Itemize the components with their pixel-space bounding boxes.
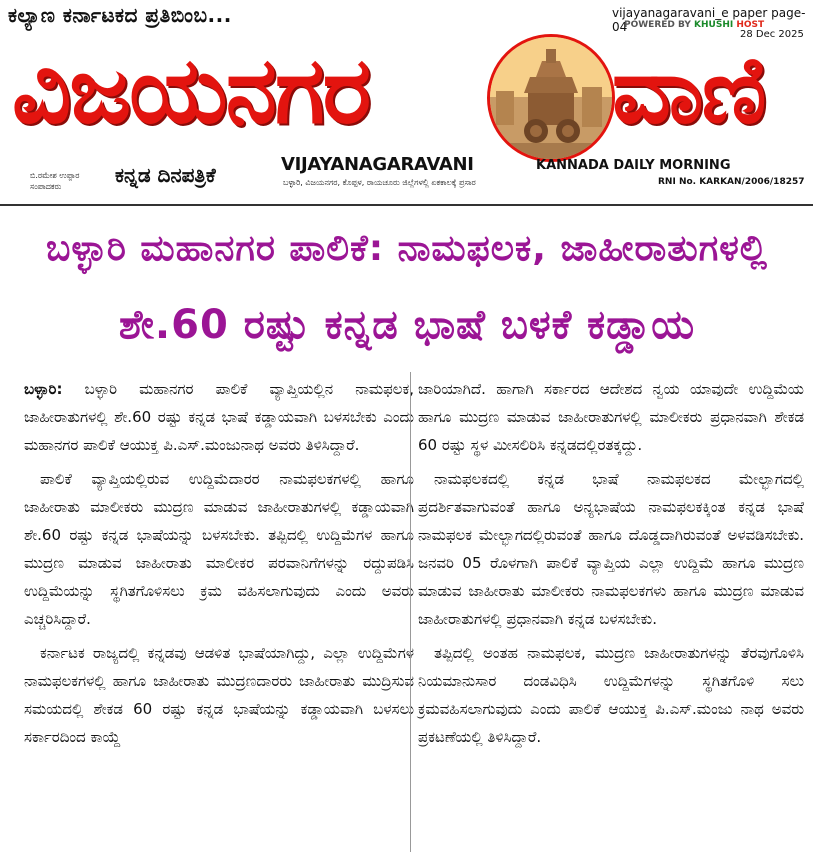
column-divider: [410, 372, 411, 852]
article-paragraph-3: ಕರ್ನಾಟಕ ರಾಜ್ಯದಲ್ಲಿ ಕನ್ನಡವು ಆಡಳಿತ ಭಾಷೆಯಾಗಿದ್ದು, ಎಲ್ಲಾ ಉದ್ದಿಮೆಗಳ ನಾಮಫಲಕಗಳಲ್ಲಿ ಹಾಗೂ ಜಾಹೀರಾತು ಮುದ್ರಣದಾರರು ಜಾಹೀರಾತು ಮುದ್ರಿಸುವ ಸಮಯದಲ್ಲಿ ಶೇಕಡ 60 ರಷ್ಟು ಕನ್ನಡ ಭಾಷೆಯನ್ನು ಕಡ್ಡಾಯವಾಗಿ ಬಳಸಲು ಸರ್ಕಾರದಿಂದ ಕಾಯ್ದೆ: [24, 644, 414, 746]
article-paragraph-1: [24, 375, 414, 459]
english-masthead-name: VIJAYANAGARAVANI: [281, 154, 474, 175]
edition-date: 28 Dec 2025: [740, 29, 804, 40]
powered-by-brand-a: KHUSHI: [694, 20, 734, 30]
powered-by-prefix: POWERED BY: [624, 20, 691, 30]
article-dateline: ಬಳ್ಳಾರಿ:: [24, 380, 63, 398]
article-column-left: [24, 375, 414, 855]
masthead-divider: [0, 204, 813, 206]
editor-name: ಬಿ.ರಮೇಶ ಉಪ್ಪಾರ: [30, 171, 80, 180]
article-paragraph-6: ತಪ್ಪಿದಲ್ಲಿ ಅಂತಹ ನಾಮಫಲಕ, ಮುದ್ರಣ ಜಾಹೀರಾತುಗಳನ್ನು ತೆರವುಗೊಳಿಸಿ ನಿಯಮಾನುಸಾರ ದಂಡವಿಧಿಸಿ ಉದ್ದಿಮೆಗಳನ್ನು ಸ್ಥಗಿತಗೊಳಿ ಸಲು ಕ್ರಮವಹಿಸಲಾಗುವುದು ಎಂದು ಪಾಲಿಕೆ ಆಯುಕ್ತ ಪಿ.ಎಸ್.ಮಂಜು ನಾಥ ಅವರು ಪ್ರಕಟಣೆಯಲ್ಲಿ ತಿಳಿಸಿದ್ದಾರೆ.: [418, 644, 804, 746]
masthead-tagline: ಕಲ್ಯಾಣ ಕರ್ನಾಟಕದ ಪ್ರತಿಬಿಂಬ...: [8, 3, 232, 27]
masthead: [0, 0, 813, 200]
masthead-title-left: ವಿಜಯನಗರ: [12, 37, 370, 144]
rni-number: RNI No. KARKAN/2006/18257: [658, 177, 805, 187]
stone-chariot-emblem-icon: [487, 34, 615, 162]
headline-line-2: ಶೇ.60 ರಷ್ಟು ಕನ್ನಡ ಭಾಷೆ ಬಳಕೆ ಕಡ್ಡಾಯ: [118, 302, 696, 348]
editor-role: ಸಂಪಾದಕರು: [30, 182, 62, 191]
article-paragraph-5: ನಾಮಫಲಕದಲ್ಲಿ ಕನ್ನಡ ಭಾಷೆ ನಾಮಫಲಕದ ಮೇಲ್ಭಾಗದಲ್ಲಿ ಪ್ರದರ್ಶಿತವಾಗುವಂತೆ ಹಾಗೂ ಅನ್ಯಭಾಷೆಯ ನಾಮಫಲಕಕ್ಕಿಂತ ಕನ್ನಡ ಭಾಷೆ ನಾಮಫಲಕ ಮೇಲ್ಭಾಗದಲ್ಲಿರುವಂತೆ ಹಾಗೂ ದೊಡ್ಡದಾಗಿರುವಂತೆ ಅಳವಡಿಸಬೇಕು. ಜನವರಿ 05 ರೊಳಗಾಗಿ ಪಾಲಿಕೆ ವ್ಯಾಪ್ತಿಯ ಎಲ್ಲಾ ಉದ್ದಿಮೆ ಹಾಗೂ ಮುದ್ರಣ ಮಾಡುವ ಜಾಹೀರಾತು ಮಾಲೀಕರು ನಾಮಫಲಕಗಳು ಹಾಗೂ ಮುದ್ರಣ ಮಾಡುವ ಜಾಹೀರಾತುಗಳಲ್ಲಿ ಪ್ರಧಾನವಾಗಿ ಕನ್ನಡ ಬಳಸಬೇಕು.: [418, 470, 804, 628]
english-masthead-sub: KANNADA DAILY MORNING: [536, 158, 731, 173]
epaper-page-label: vijayanagaravani_e paper page-04: [612, 6, 806, 34]
headline-line-1: ಬಳ್ಳಾರಿ ಮಹಾನಗರ ಪಾಲಿಕೆ: ನಾಮಫಲಕ, ಜಾಹೀರಾತುಗಳಲ್ಲಿ: [46, 228, 768, 269]
coverage-note: ಬಳ್ಳಾರಿ, ವಿಜಯನಗರ, ಕೊಪ್ಪಳ, ರಾಯಚೂರು ಜಿಲ್ಲೆಗಳಲ್ಲಿ ಏಕಕಾಲಕ್ಕೆ ಪ್ರಸಾರ: [283, 178, 476, 187]
article-paragraph-4: ಜಾರಿಯಾಗಿದೆ. ಹಾಗಾಗಿ ಸರ್ಕಾರದ ಆದೇಶದ ನ್ವಯ ಯಾವುದೇ ಉದ್ದಿಮೆಯ ಹಾಗೂ ಮುದ್ರಣ ಮಾಡುವ ಜಾಹೀರಾತುಗಳಲ್ಲಿ ಮಾಲೀಕರು ಪ್ರಧಾನವಾಗಿ ಶೇಕಡ 60 ರಷ್ಟು ಸ್ಥಳ ಮೀಸಲಿರಿಸಿ ಕನ್ನಡದಲ್ಲಿರತಕ್ಕದ್ದು.: [418, 380, 804, 454]
article-paragraph-1-text: ಬಳ್ಳಾರಿ ಮಹಾನಗರ ಪಾಲಿಕೆ ವ್ಯಾಪ್ತಿಯಲ್ಲಿನ ನಾಮಫಲಕ, ಜಾಹೀರಾತುಗಳಲ್ಲಿ ಶೇ.60 ರಷ್ಟು ಕನ್ನಡ ಭಾಷೆ ಕಡ್ಡಾಯವಾಗಿ ಬಳಸಬೇಕು ಎಂದು ಮಹಾನಗರ ಪಾಲಿಕೆ ಆಯುಕ್ತ ಪಿ.ಎಸ್.ಮಂಜುನಾಥ ಅವರು ತಿಳಿಸಿದ್ದಾರೆ.: [24, 380, 414, 454]
article-paragraph-2: ಪಾಲಿಕೆ ವ್ಯಾಪ್ತಿಯಲ್ಲಿರುವ ಉದ್ದಿಮೆದಾರರ ನಾಮಫಲಕಗಳಲ್ಲಿ ಹಾಗೂ ಜಾಹೀರಾತು ಮಾಲೀಕರು ಮುದ್ರಣ ಮಾಡುವ ಜಾಹೀರಾತುಗಳಲ್ಲಿ ಕಡ್ಡಾಯವಾಗಿ ಶೇ.60 ರಷ್ಟು ಕನ್ನಡ ಭಾಷೆಯನ್ನು ಬಳಸಬೇಕು. ತಪ್ಪಿದಲ್ಲಿ ಉದ್ದಿಮೆಗಳ ಹಾಗೂ ಮುದ್ರಣ ಮಾಡುವ ಜಾಹೀರಾತು ಮಾಲೀಕರ ಪರವಾನಿಗೆಗಳನ್ನು ರದ್ದುಪಡಿಸಿ ಉದ್ದಿಮೆಯನ್ನು ಸ್ಥಗಿತಗೊಳಿಸಲು ಕ್ರಮ ವಹಿಸಲಾಗುವುದು ಎಂದು ಅವರು ಎಚ್ಚರಿಸಿದ್ದಾರೆ.: [24, 470, 414, 628]
kannada-daily-label: ಕನ್ನಡ ದಿನಪತ್ರಿಕೆ: [115, 163, 216, 187]
masthead-title-right: ವಾಣಿ: [612, 37, 765, 144]
powered-by-brand-b: HOST: [736, 20, 765, 30]
editor-credit: [30, 170, 80, 192]
article-column-right: [418, 375, 804, 855]
